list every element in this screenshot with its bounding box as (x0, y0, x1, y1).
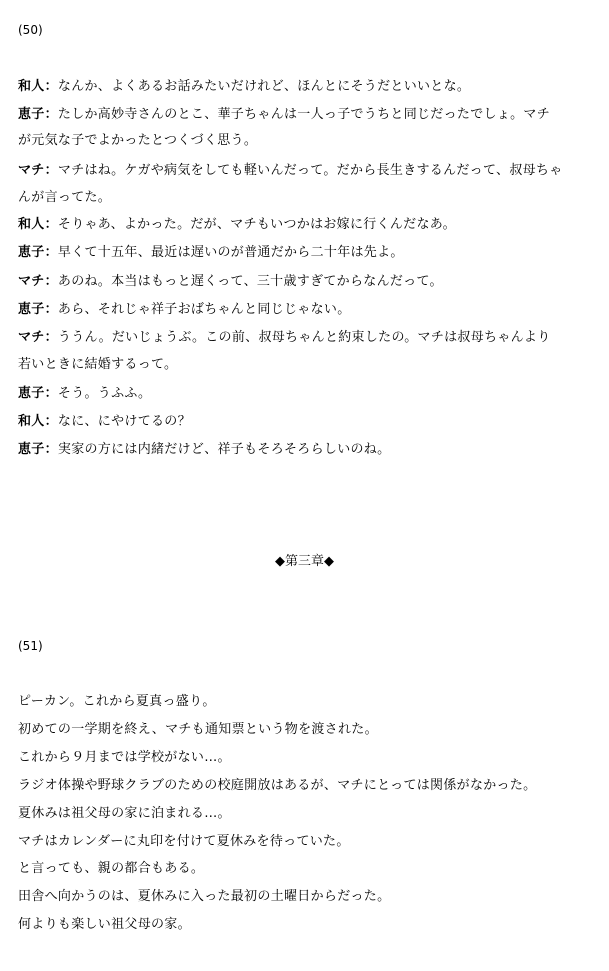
dialogue-text: たしか高妙寺さんのとこ、華子ちゃんは一人っ子でうちと同じだったでしょ。マチ (57, 107, 551, 122)
speaker-name: 和人： (18, 414, 58, 429)
dialogue-line (18, 301, 351, 319)
dialogue-line (18, 106, 550, 124)
speaker-name: 和人： (18, 217, 58, 232)
narration-line: 何よりも楽しい祖父母の家。 (18, 917, 191, 932)
narration-line: と言っても、親の都合もある。 (18, 861, 205, 876)
dialogue-line (18, 189, 111, 207)
dialogue-line (18, 329, 551, 347)
narration-line: これから９月までは学校がない…。 (18, 750, 231, 765)
dialogue-line (18, 216, 456, 234)
dialogue-text: ううん。だいじょうぶ。この前、叔母ちゃんと約束したの。マチは叔母ちゃんより (57, 330, 551, 345)
dialogue-text: あのね。本当はもっと遅くって、三十歳すぎてからなんだって。 (57, 274, 443, 289)
dialogue-line (18, 356, 177, 374)
section-number: (51) (18, 639, 43, 653)
dialogue-text: そりゃあ、よかった。だが、マチもいつかはお嫁に行くんだなあ。 (57, 217, 456, 232)
dialogue-line (18, 78, 470, 96)
dialogue-text: そう。うふふ。 (57, 386, 152, 401)
dialogue-line (18, 385, 151, 403)
dialogue-line (18, 273, 443, 291)
speaker-name: マチ： (18, 274, 58, 289)
dialogue-text: マチはね。ケガや病気をしても軽いんだって。だから長生きするんだって、叔母ちゃ (57, 163, 563, 178)
speaker-name: 恵子： (18, 442, 58, 457)
speaker-name: マチ： (18, 330, 58, 345)
dialogue-text: 実家の方には内緒だけど、祥子もそろそろらしいのね。 (57, 442, 391, 457)
narration-line: ピーカン。これから夏真っ盛り。 (18, 694, 216, 709)
narration-line: ラジオ体操や野球クラブのための校庭開放はあるが、マチにとっては関係がなかった。 (18, 778, 537, 793)
speaker-name: 恵子： (18, 245, 58, 260)
narration-line: 田舎へ向かうのは、夏休みに入った最初の土曜日からだった。 (18, 889, 391, 904)
dialogue-text: あら、それじゃ祥子おばちゃんと同じじゃない。 (57, 302, 351, 317)
dialogue-line (18, 162, 563, 180)
narration-line: 初めての一学期を終え、マチも通知票という物を渡された。 (18, 722, 378, 737)
narration-line: マチはカレンダーに丸印を付けて夏休みを待っていた。 (18, 834, 350, 849)
dialogue-text: んが言ってた。 (18, 190, 112, 205)
dialogue-line (18, 441, 390, 459)
dialogue-line (18, 244, 404, 262)
speaker-name: 恵子： (18, 302, 58, 317)
narration-line: 夏休みは祖父母の家に泊まれる…。 (18, 806, 231, 821)
dialogue-line (18, 413, 191, 431)
dialogue-text: 若いときに結婚するって。 (18, 357, 178, 372)
speaker-name: 和人： (18, 79, 58, 94)
speaker-name: 恵子： (18, 386, 58, 401)
section-number: (50) (18, 23, 43, 37)
speaker-name: 恵子： (18, 107, 58, 122)
speaker-name: マチ： (18, 163, 58, 178)
dialogue-text: が元気な子でよかったとつくづく思う。 (18, 133, 258, 148)
dialogue-text: なんか、よくあるお話みたいだけれど、ほんとにそうだといいとな。 (57, 79, 471, 94)
dialogue-line (18, 132, 257, 150)
dialogue-text: 早くて十五年、最近は遅いのが普通だから二十年は先よ。 (57, 245, 404, 260)
chapter-heading: ◆第三章◆ (275, 554, 334, 569)
dialogue-text: なに、にやけてるの？ (57, 414, 191, 429)
